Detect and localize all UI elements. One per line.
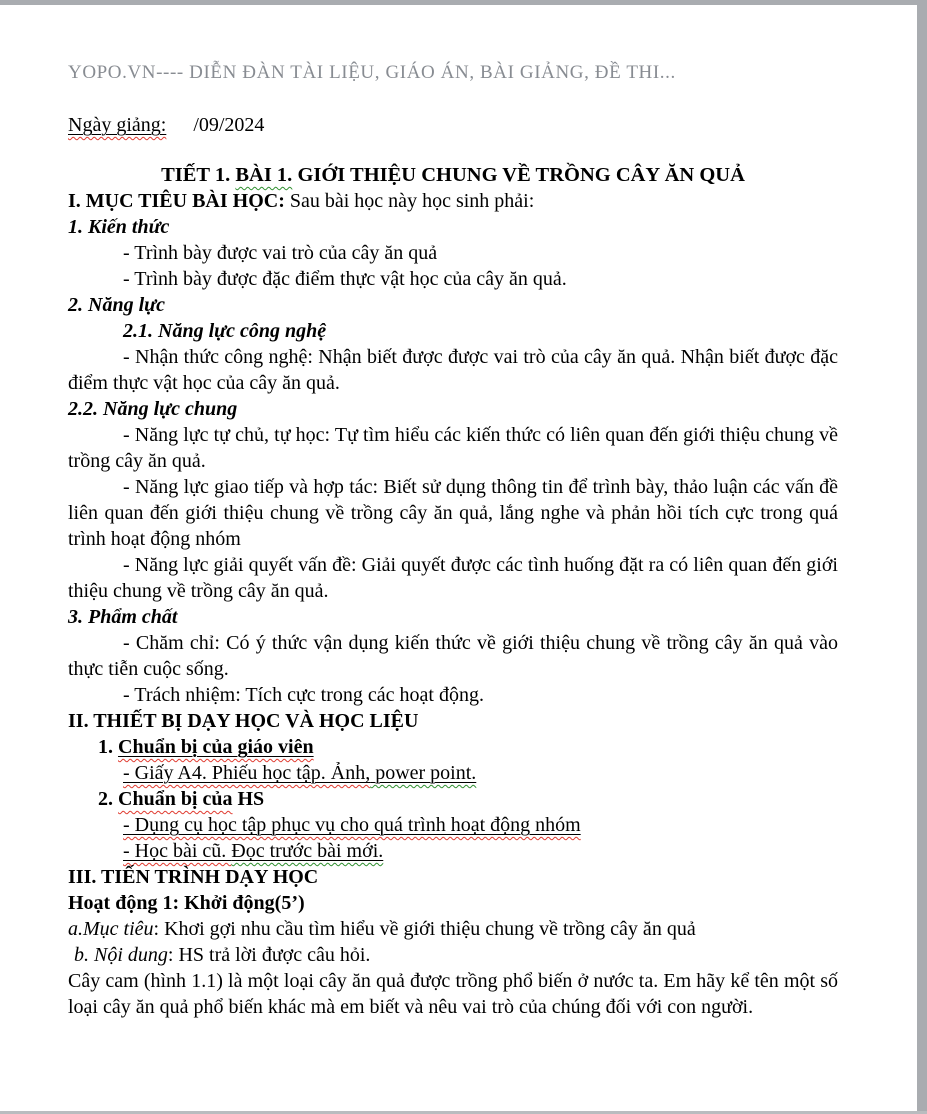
doc-title: TIẾT 1. BÀI 1. GIỚI THIỆU CHUNG VỀ TRỒNG CÂY ĂN QUẢ [161, 164, 745, 186]
date-label-underline [68, 114, 166, 136]
para-trach-nhiem: - Trách nhiệm: Tích cực trong các hoạt động. [123, 684, 484, 706]
item-giay-a4: - Giấy A4. Phiếu học tập. Ảnh, power point. [123, 762, 477, 784]
watermark-text: YOPO.VN---- DIỄN ĐÀN TÀI LIỆU, GIÁO ÁN, BÀI GIẢNG, ĐỀ THI... [68, 62, 676, 83]
heading-thiet-bi: II. THIẾT BỊ DẠY HỌC VÀ HỌC LIỆU [68, 710, 419, 732]
heading-muc-tieu: I. MỤC TIÊU BÀI HỌC: Sau bài học này học sinh phải: [68, 190, 535, 212]
heading-nang-luc-cong-nghe: 2.1. Năng lực công nghệ [123, 320, 327, 342]
heading-hoat-dong-1: Hoạt động 1: Khởi động(5’) [68, 892, 305, 914]
para-tu-chu: - Năng lực tự chủ, tự học: Tự tìm hiểu các kiến thức có liên quan đến giới thiệu chung về trồng cây ăn quả. [68, 424, 838, 472]
para-giao-tiep: - Năng lực giao tiếp và hợp tác: Biết sử dụng thông tin để trình bày, thảo luận các vấn đề liên quan đến giới thiệu chung về trồng cây ăn quả, lắng nghe và phản hồi tích cực trong quá trình hoạt động nhóm [68, 476, 838, 550]
heading-nang-luc-chung: 2.2. Năng lực chung [68, 398, 238, 420]
heading-kien-thuc: 1. Kiến thức [68, 216, 170, 238]
document-page [68, 60, 838, 1020]
window-right-edge [917, 0, 927, 1114]
item-dung-cu: - Dụng cụ học tập phục vụ cho quá trình hoạt động nhóm [123, 814, 581, 836]
line-muc-tieu: a.Mục tiêu: Khơi gợi nhu cầu tìm hiểu về giới thiệu chung về trồng cây ăn quả [68, 918, 696, 940]
para-cay-cam: Cây cam (hình 1.1) là một loại cây ăn quả được trồng phổ biến ở nước ta. Em hãy kể tên một số loại cây ăn quả phổ biến khác mà em biết và nêu vai trò của chúng đối với con người. [68, 970, 838, 1018]
heading-chuan-bi-hs: 2. Chuẩn bị của HS [98, 788, 265, 810]
title-squiggle-segment: BÀI 1. [235, 164, 293, 186]
window-top-edge [0, 0, 927, 5]
kien-thuc-item: - Trình bày được đặc điểm thực vật học của cây ăn quả. [123, 268, 567, 290]
heading-nang-luc: 2. Năng lực [68, 294, 165, 316]
date-label: Ngày giảng: [68, 114, 167, 136]
heading-pham-chat: 3. Phẩm chất [68, 606, 178, 628]
para-cham-chi: - Chăm chỉ: Có ý thức vận dụng kiến thức về giới thiệu chung về trồng cây ăn quả vào thực tiễn cuộc sống. [68, 632, 838, 680]
date-value: /09/2024 [193, 114, 265, 136]
item-hoc-bai-cu: - Học bài cũ. Đọc trước bài mới. [123, 840, 384, 862]
kien-thuc-item: - Trình bày được vai trò của cây ăn quả [123, 242, 438, 264]
date-line [68, 112, 838, 138]
heading-chuan-bi-gv: 1. Chuẩn bị của giáo viên [98, 736, 314, 758]
para-giai-quyet: - Năng lực giải quyết vấn đề: Giải quyết được các tình huống đặt ra có liên quan đến giới thiệu chung về trồng cây ăn quả. [68, 554, 838, 602]
heading-tien-trinh: III. TIẾN TRÌNH DẠY HỌC [68, 866, 319, 888]
para-nhan-thuc: - Nhận thức công nghệ: Nhận biết được được vai trò của cây ăn quả. Nhận biết được đặc điểm thực vật học của cây ăn quả. [68, 346, 838, 394]
line-noi-dung: b. Nội dung: HS trả lời được câu hỏi. [74, 944, 371, 966]
